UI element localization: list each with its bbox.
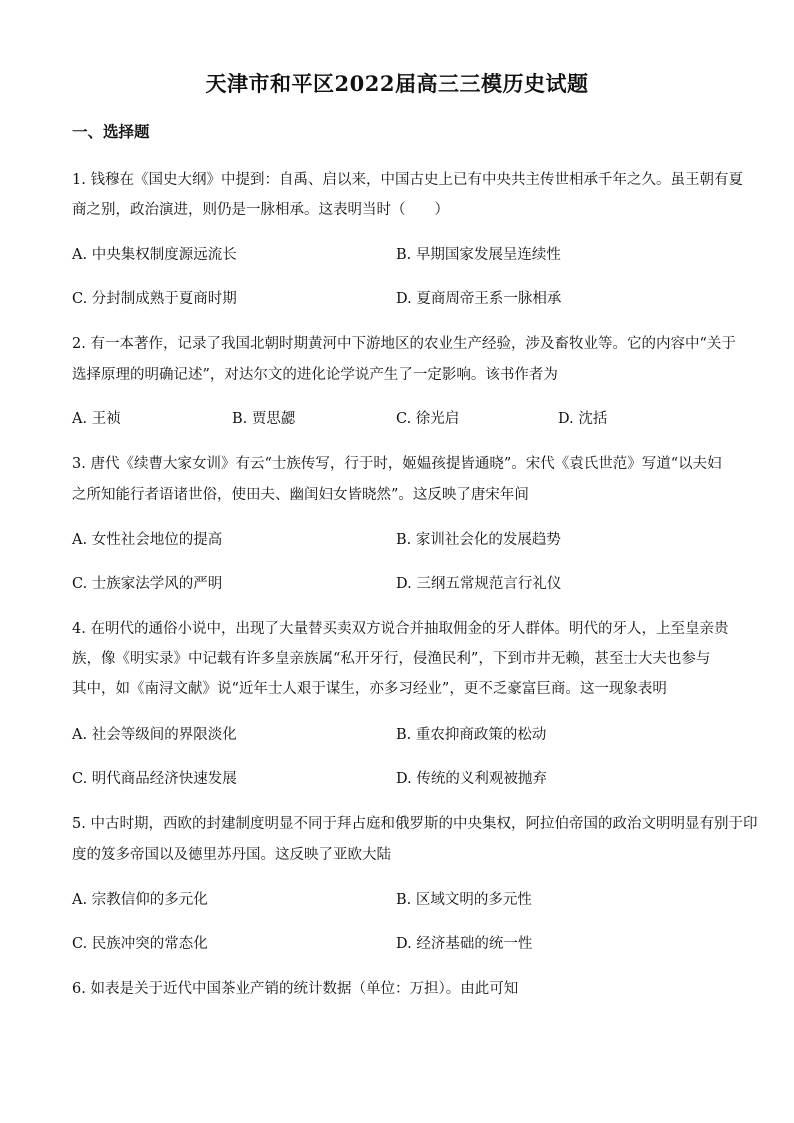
q1-option-a[interactable]: A. 中央集权制度源远流长 — [72, 247, 237, 263]
q4-option-c[interactable]: C. 明代商品经济快速发展 — [72, 771, 237, 787]
q2-line-1: 2. 有一本著作，记录了我国北朝时期黄河中下游地区的农业生产经验，涉及畜牧业等。它的内容中“关于 — [72, 336, 736, 352]
q4-option-a[interactable]: A. 社会等级间的界限淡化 — [72, 727, 237, 743]
q5-option-c[interactable]: C. 民族冲突的常态化 — [72, 936, 208, 952]
q6-line-1: 6. 如表是关于近代中国茶业产销的统计数据（单位：万担）。由此可知 — [72, 981, 519, 997]
q2-option-b[interactable]: B. 贾思勰 — [232, 411, 296, 427]
q1-option-c[interactable]: C. 分封制成熟于夏商时期 — [72, 291, 237, 307]
q1-option-d[interactable]: D. 夏商周帝王系一脉相承 — [396, 291, 562, 307]
q5-line-1: 5. 中古时期，西欧的封建制度明显不同于拜占庭和俄罗斯的中央集权，阿拉伯帝国的政治文明明显有别于印 — [72, 816, 758, 832]
q4-line-3: 其中，如《南浔文献》说“近年士人艰于谋生，亦多习经业”，更不乏豪富巨商。这一现象表明 — [72, 681, 667, 697]
q5-option-a[interactable]: A. 宗教信仰的多元化 — [72, 892, 208, 908]
q1-option-b[interactable]: B. 早期国家发展呈连续性 — [396, 247, 561, 263]
page-title: 天津市和平区2022届高三三模历史试题 — [205, 71, 589, 96]
q3-line-2: 之所知能行者语诸世俗，使田夫、幽闺妇女皆晓然”。这反映了唐宋年间 — [72, 487, 529, 503]
q5-option-d[interactable]: D. 经济基础的统一性 — [396, 936, 533, 952]
q4-line-1: 4. 在明代的通俗小说中，出现了大量替买卖双方说合并抽取佣金的牙人群体。明代的牙人，上至皇亲贵 — [72, 621, 729, 637]
q3-option-c[interactable]: C. 士族家法学风的严明 — [72, 576, 223, 592]
q4-option-b[interactable]: B. 重农抑商政策的松动 — [396, 727, 547, 743]
q5-option-b[interactable]: B. 区域文明的多元性 — [396, 892, 532, 908]
q3-option-d[interactable]: D. 三纲五常规范言行礼仪 — [396, 576, 562, 592]
q1-line-2: 商之别，政治演进，则仍是一脉相承。这表明当时（ ） — [72, 202, 449, 218]
q1-line-1: 1. 钱穆在《国史大纲》中提到：自禹、启以来，中国古史上已有中央共主传世相承千年之久。虽王朝有夏 — [72, 172, 743, 188]
section-heading: 一、选择题 — [72, 122, 150, 141]
q3-option-b[interactable]: B. 家训社会化的发展趋势 — [396, 532, 561, 548]
q5-line-2: 度的笈多帝国以及德里苏丹国。这反映了亚欧大陆 — [72, 847, 391, 863]
q2-option-d[interactable]: D. 沈括 — [558, 411, 608, 427]
q3-option-a[interactable]: A. 女性社会地位的提高 — [72, 532, 223, 548]
q4-line-2: 族，像《明实录》中记载有许多皇亲族属“私开牙行，侵渔民利”，下到市井无赖，甚至士大夫也参与 — [72, 651, 711, 667]
q2-option-c[interactable]: C. 徐光启 — [396, 411, 460, 427]
q3-line-1: 3. 唐代《续曹大家女训》有云“士族传写，行于时，姬媪孩提皆通晓”。宋代《袁氏世范》写道“以夫妇 — [72, 456, 722, 472]
q2-line-2: 选择原理的明确记述”，对达尔文的进化论学说产生了一定影响。该书作者为 — [72, 367, 558, 383]
q4-option-d[interactable]: D. 传统的义利观被抛弃 — [396, 771, 547, 787]
q2-option-a[interactable]: A. 王祯 — [72, 411, 121, 427]
